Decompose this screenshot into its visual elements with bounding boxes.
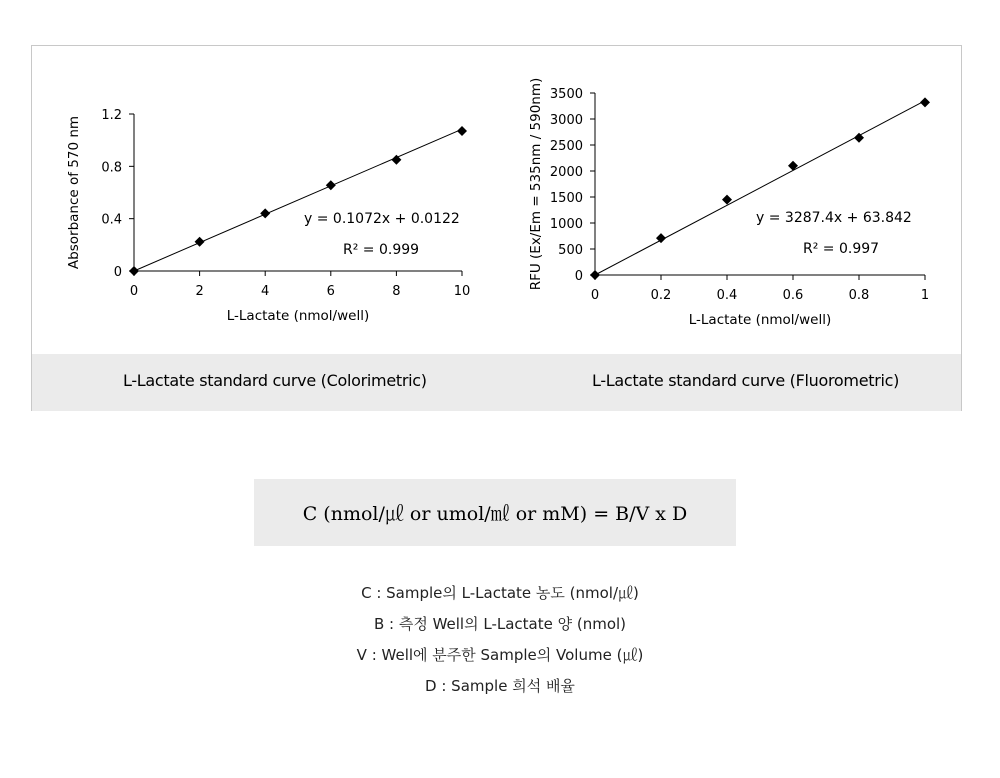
- fluorometric-data-point: [920, 97, 930, 107]
- colorimetric-y-tick-label: 0: [113, 265, 122, 280]
- colorimetric-data-point: [195, 237, 205, 247]
- fluorometric-x-tick-label: 0: [590, 288, 600, 303]
- colorimetric-equation: y = 0.1072x + 0.0122: [304, 211, 460, 227]
- fluorometric-y-tick-label: 3000: [549, 113, 583, 128]
- fluorometric-x-axis-label: L-Lactate (nmol/well): [688, 312, 832, 328]
- colorimetric-x-tick-label: 2: [195, 284, 204, 299]
- fluorometric-x-tick-label: 0.2: [650, 288, 672, 303]
- colorimetric-caption: L-Lactate standard curve (Colorimetric): [123, 371, 427, 390]
- colorimetric-data-point: [326, 180, 336, 190]
- fluorometric-x-tick-label: 0.4: [716, 288, 738, 303]
- fluorometric-data-point: [788, 161, 798, 171]
- colorimetric-x-tick-label: 6: [326, 284, 335, 299]
- fluorometric-y-tick-label: 500: [558, 243, 583, 258]
- colorimetric-y-tick-label: 0.4: [101, 212, 122, 228]
- fluorometric-equation: y = 3287.4x + 63.842: [756, 210, 912, 226]
- legend-line-v: V : Well에 분주한 Sample의 Volume (㎕): [356, 646, 644, 664]
- fluorometric-y-tick-label: 0: [574, 269, 583, 284]
- colorimetric-data-point: [457, 126, 467, 136]
- colorimetric-x-tick-label: 4: [261, 284, 270, 299]
- fluorometric-caption: L-Lactate standard curve (Fluorometric): [592, 371, 900, 390]
- fluorometric-y-tick-label: 2000: [549, 165, 583, 180]
- fluorometric-x-tick-label: 0.6: [782, 288, 804, 303]
- caption-bar: [32, 354, 961, 411]
- legend-line-b: B : 측정 Well의 L-Lactate 양 (nmol): [373, 615, 627, 633]
- colorimetric-y-tick-label: 1.2: [101, 108, 122, 123]
- colorimetric-data-point: [260, 208, 270, 218]
- colorimetric-x-tick-label: 0: [129, 284, 139, 299]
- charts-canvas: [32, 46, 961, 354]
- formula-text: C (nmol/㎕ or umol/㎖ or mM) = B/V x D: [302, 503, 688, 525]
- legend-line-d: D : Sample 희석 배율: [425, 677, 575, 695]
- legend-line-c: C : Sample의 L-Lactate 농도 (nmol/㎕): [361, 584, 639, 602]
- colorimetric-y-axis-label: Absorbance of 570 nm: [66, 115, 82, 270]
- fluorometric-data-point: [590, 270, 600, 280]
- fluorometric-r-squared: R² = 0.997: [803, 241, 880, 257]
- colorimetric-x-tick-label: 10: [453, 284, 471, 299]
- fluorometric-y-tick-label: 2500: [549, 139, 583, 154]
- colorimetric-r-squared: R² = 0.999: [343, 242, 420, 258]
- fluorometric-y-tick-label: 1500: [549, 191, 583, 206]
- fluorometric-x-tick-label: 1: [920, 288, 930, 303]
- colorimetric-y-tick-label: 0.8: [101, 160, 122, 176]
- fluorometric-y-axis-label: RFU (Ex/Em = 535nm / 590nm): [528, 77, 544, 291]
- colorimetric-data-point: [129, 266, 139, 276]
- fluorometric-y-tick-label: 3500: [549, 87, 583, 102]
- fluorometric-y-tick-label: 1000: [549, 217, 583, 232]
- colorimetric-x-tick-label: 8: [392, 284, 401, 299]
- formula-legend: [0, 580, 1000, 704]
- fluorometric-x-tick-label: 0.8: [848, 288, 870, 303]
- formula-box: [254, 479, 736, 546]
- colorimetric-x-axis-label: L-Lactate (nmol/well): [226, 308, 370, 324]
- chart-panel: [31, 45, 962, 411]
